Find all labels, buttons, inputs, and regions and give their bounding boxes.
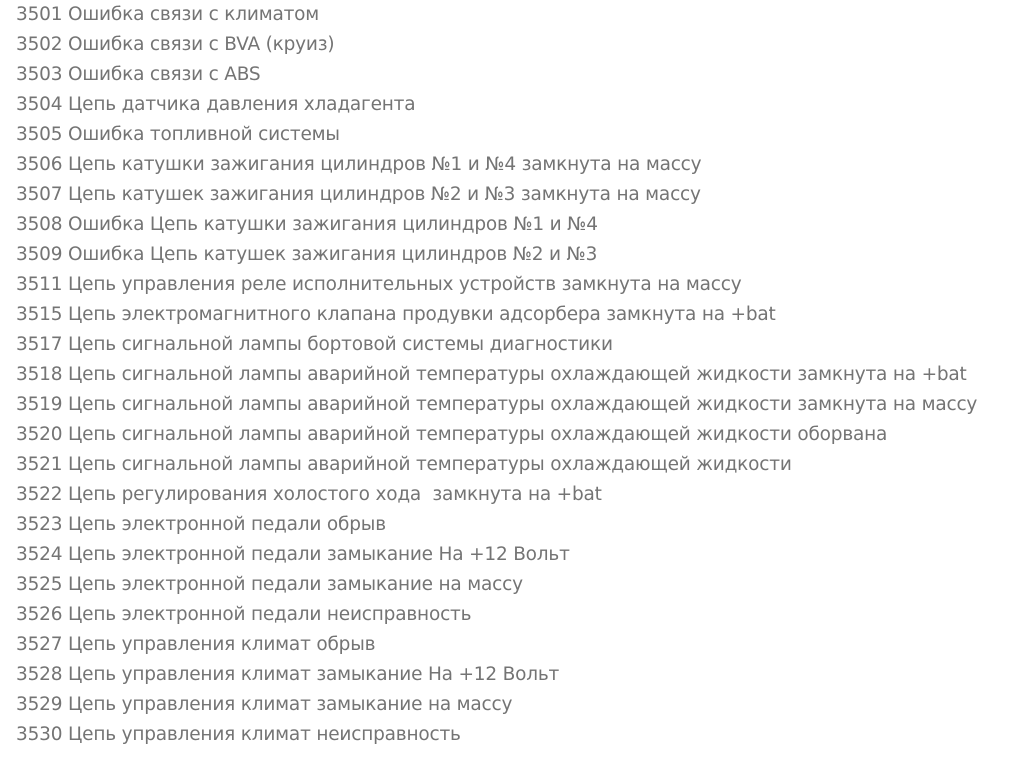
- error-description: Цепь электромагнитного клапана продувки адсорбера замкнута на +bat: [67, 304, 776, 325]
- error-description: Ошибка связи с ABS: [67, 64, 261, 85]
- error-code-row: [16, 120, 977, 150]
- error-description: Цепь электронной педали неисправность: [67, 604, 472, 625]
- error-description: Цепь регулирования холостого хода замкнута на +bat: [67, 484, 602, 505]
- error-description: Ошибка Цепь катушек зажигания цилиндров №2 и №3: [67, 244, 598, 265]
- error-code-list: [16, 0, 977, 750]
- error-code: 3522: [16, 484, 63, 505]
- error-code-row: [16, 510, 977, 540]
- error-description: Цепь сигнальной лампы аварийной температуры охлаждающей жидкости замкнута на +bat: [67, 364, 967, 385]
- error-code: 3505: [16, 124, 63, 145]
- error-code: 3523: [16, 514, 63, 535]
- error-description: Цепь сигнальной лампы аварийной температуры охлаждающей жидкости: [67, 454, 792, 475]
- error-code-row: [16, 330, 977, 360]
- error-code: 3526: [16, 604, 63, 625]
- error-code-row: [16, 240, 977, 270]
- error-description: Ошибка связи с BVA (круиз): [67, 34, 335, 55]
- error-code: 3530: [16, 724, 63, 745]
- error-code: 3517: [16, 334, 63, 355]
- error-code-row: [16, 450, 977, 480]
- error-description: Цепь электронной педали замыкание на массу: [67, 574, 523, 595]
- error-code-row: [16, 420, 977, 450]
- error-code-row: [16, 630, 977, 660]
- error-code: 3520: [16, 424, 63, 445]
- error-description: Цепь управления климат неисправность: [67, 724, 461, 745]
- error-code-row: [16, 270, 977, 300]
- error-code: 3515: [16, 304, 63, 325]
- error-code-row: [16, 480, 977, 510]
- error-description: Цепь электронной педали замыкание На +12 Вольт: [67, 544, 570, 565]
- error-description: Цепь управления климат замыкание на массу: [67, 694, 513, 715]
- error-code: 3529: [16, 694, 63, 715]
- error-code-row: [16, 690, 977, 720]
- error-code-row: [16, 720, 977, 750]
- error-code-row: [16, 300, 977, 330]
- error-description: Цепь сигнальной лампы аварийной температуры охлаждающей жидкости замкнута на массу: [67, 394, 978, 415]
- error-description: Цепь катушек зажигания цилиндров №2 и №3 замкнута на массу: [67, 184, 701, 205]
- error-code-row: [16, 660, 977, 690]
- error-code: 3507: [16, 184, 63, 205]
- error-description: Цепь управления климат обрыв: [67, 634, 376, 655]
- error-code-row: [16, 150, 977, 180]
- error-code-row: [16, 60, 977, 90]
- error-code: 3508: [16, 214, 63, 235]
- error-description: Цепь сигнальной лампы бортовой системы диагностики: [67, 334, 613, 355]
- error-description: Цепь датчика давления хладагента: [67, 94, 416, 115]
- error-code: 3502: [16, 34, 63, 55]
- error-description: Цепь управления климат замыкание На +12 Вольт: [67, 664, 560, 685]
- error-code: 3525: [16, 574, 63, 595]
- error-code: 3509: [16, 244, 63, 265]
- error-code-row: [16, 30, 977, 60]
- error-code-row: [16, 540, 977, 570]
- error-description: Цепь сигнальной лампы аварийной температуры охлаждающей жидкости оборвана: [67, 424, 888, 445]
- error-code: 3501: [16, 4, 63, 25]
- error-code-row: [16, 90, 977, 120]
- error-code: 3518: [16, 364, 63, 385]
- error-description: Цепь управления реле исполнительных устройств замкнута на массу: [67, 274, 742, 295]
- error-description: Ошибка топливной системы: [67, 124, 340, 145]
- error-code-row: [16, 180, 977, 210]
- error-code: 3528: [16, 664, 63, 685]
- error-code: 3503: [16, 64, 63, 85]
- error-code-row: [16, 570, 977, 600]
- error-code-row: [16, 210, 977, 240]
- error-description: Цепь катушки зажигания цилиндров №1 и №4 замкнута на массу: [67, 154, 702, 175]
- error-code-row: [16, 0, 977, 30]
- error-code-row: [16, 360, 977, 390]
- error-code: 3527: [16, 634, 63, 655]
- error-code: 3521: [16, 454, 63, 475]
- error-code: 3506: [16, 154, 63, 175]
- error-code-row: [16, 390, 977, 420]
- error-code: 3511: [16, 274, 63, 295]
- error-description: Ошибка Цепь катушки зажигания цилиндров №1 и №4: [67, 214, 598, 235]
- error-description: Цепь электронной педали обрыв: [67, 514, 386, 535]
- error-description: Ошибка связи с климатом: [67, 4, 320, 25]
- error-code: 3519: [16, 394, 63, 415]
- error-code-row: [16, 600, 977, 630]
- error-code: 3504: [16, 94, 63, 115]
- error-code: 3524: [16, 544, 63, 565]
